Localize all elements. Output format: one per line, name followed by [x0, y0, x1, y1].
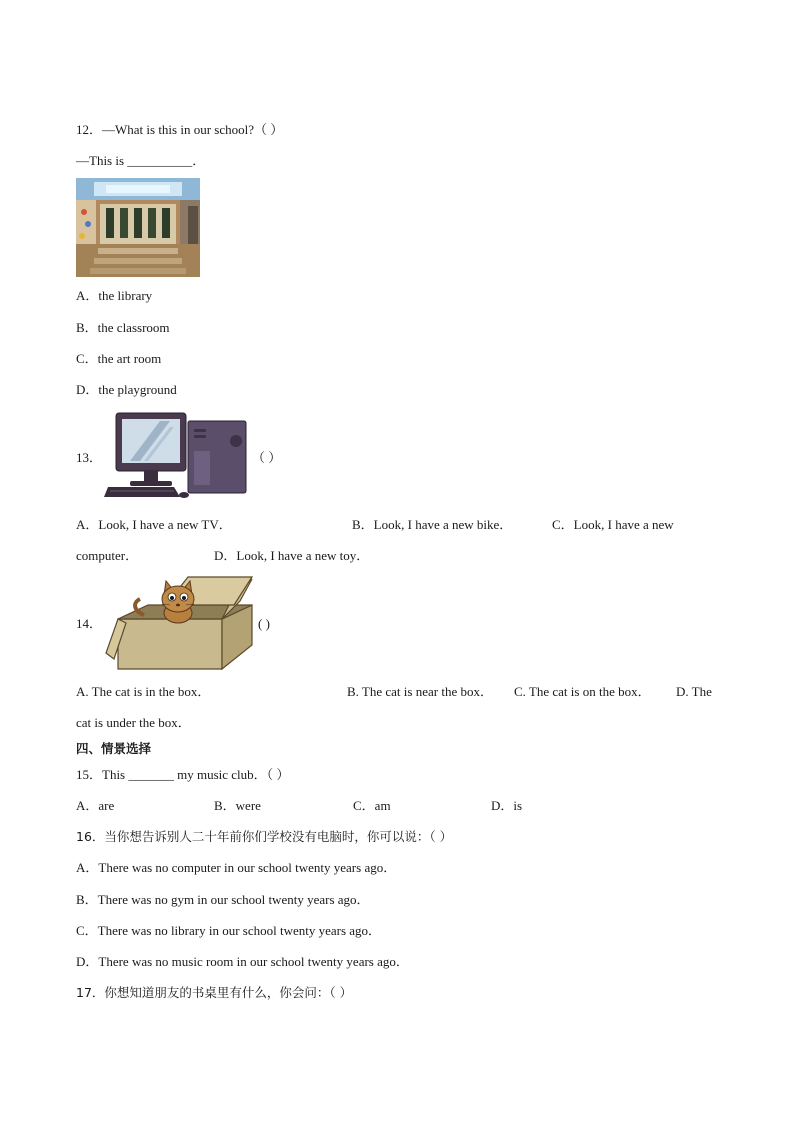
classroom-photo	[76, 178, 200, 277]
q16-option-d: D．There was no music room in our school twenty years ago．	[76, 954, 409, 969]
q15-option-a: A．are	[76, 798, 115, 813]
q12-stem: 12．—What is this in our school?（ ）	[76, 122, 284, 137]
q13-option-c: C．Look, I have a new	[552, 517, 674, 532]
q14-option-d: D. The	[676, 684, 712, 699]
section-heading: 四、情景选择	[76, 741, 152, 756]
q16-option-a: A．There was no computer in our school twenty years ago．	[76, 860, 397, 875]
q13-option-c-continued: computer．	[76, 548, 139, 563]
q16-option-b: B．There was no gym in our school twenty years ago．	[76, 892, 370, 907]
cat-in-box-illustration	[104, 575, 256, 671]
q14-option-a: A. The cat is in the box．	[76, 684, 211, 699]
q16-stem: 16．当你想告诉别人二十年前你们学校没有电脑时，你可以说：（ ）	[76, 829, 453, 844]
q14-option-b: B. The cat is near the box．	[347, 684, 493, 699]
q13-paren: （ ）	[252, 450, 282, 465]
q14-number: 14．	[76, 616, 103, 631]
q14-paren: ( )	[258, 616, 270, 631]
q12-option-c: C．the art room	[76, 351, 162, 366]
q12-option-b: B．the classroom	[76, 320, 170, 335]
q16-option-c: C．There was no library in our school twenty years ago．	[76, 923, 382, 938]
q15-option-c: C．am	[353, 798, 391, 813]
q12-option-a: A．the library	[76, 288, 153, 303]
computer-illustration	[104, 411, 248, 501]
q14-option-d-continued: cat is under the box．	[76, 715, 191, 730]
q15-stem: 15．This _______ my music club．（ ）	[76, 767, 290, 782]
q13-option-b: B．Look, I have a new bike．	[352, 517, 513, 532]
q17-stem: 17．你想知道朋友的书桌里有什么，你会问：（ ）	[76, 985, 353, 1000]
q15-option-b: B．were	[214, 798, 261, 813]
q12-option-d: D．the playground	[76, 382, 177, 397]
q13-option-d: D．Look, I have a new toy．	[214, 548, 370, 563]
q14-option-c: C. The cat is on the box．	[514, 684, 651, 699]
q15-option-d: D．is	[491, 798, 523, 813]
q13-number: 13．	[76, 450, 103, 465]
q13-option-a: A．Look, I have a new TV．	[76, 517, 232, 532]
q12-answer-line: —This is __________．	[76, 153, 206, 168]
